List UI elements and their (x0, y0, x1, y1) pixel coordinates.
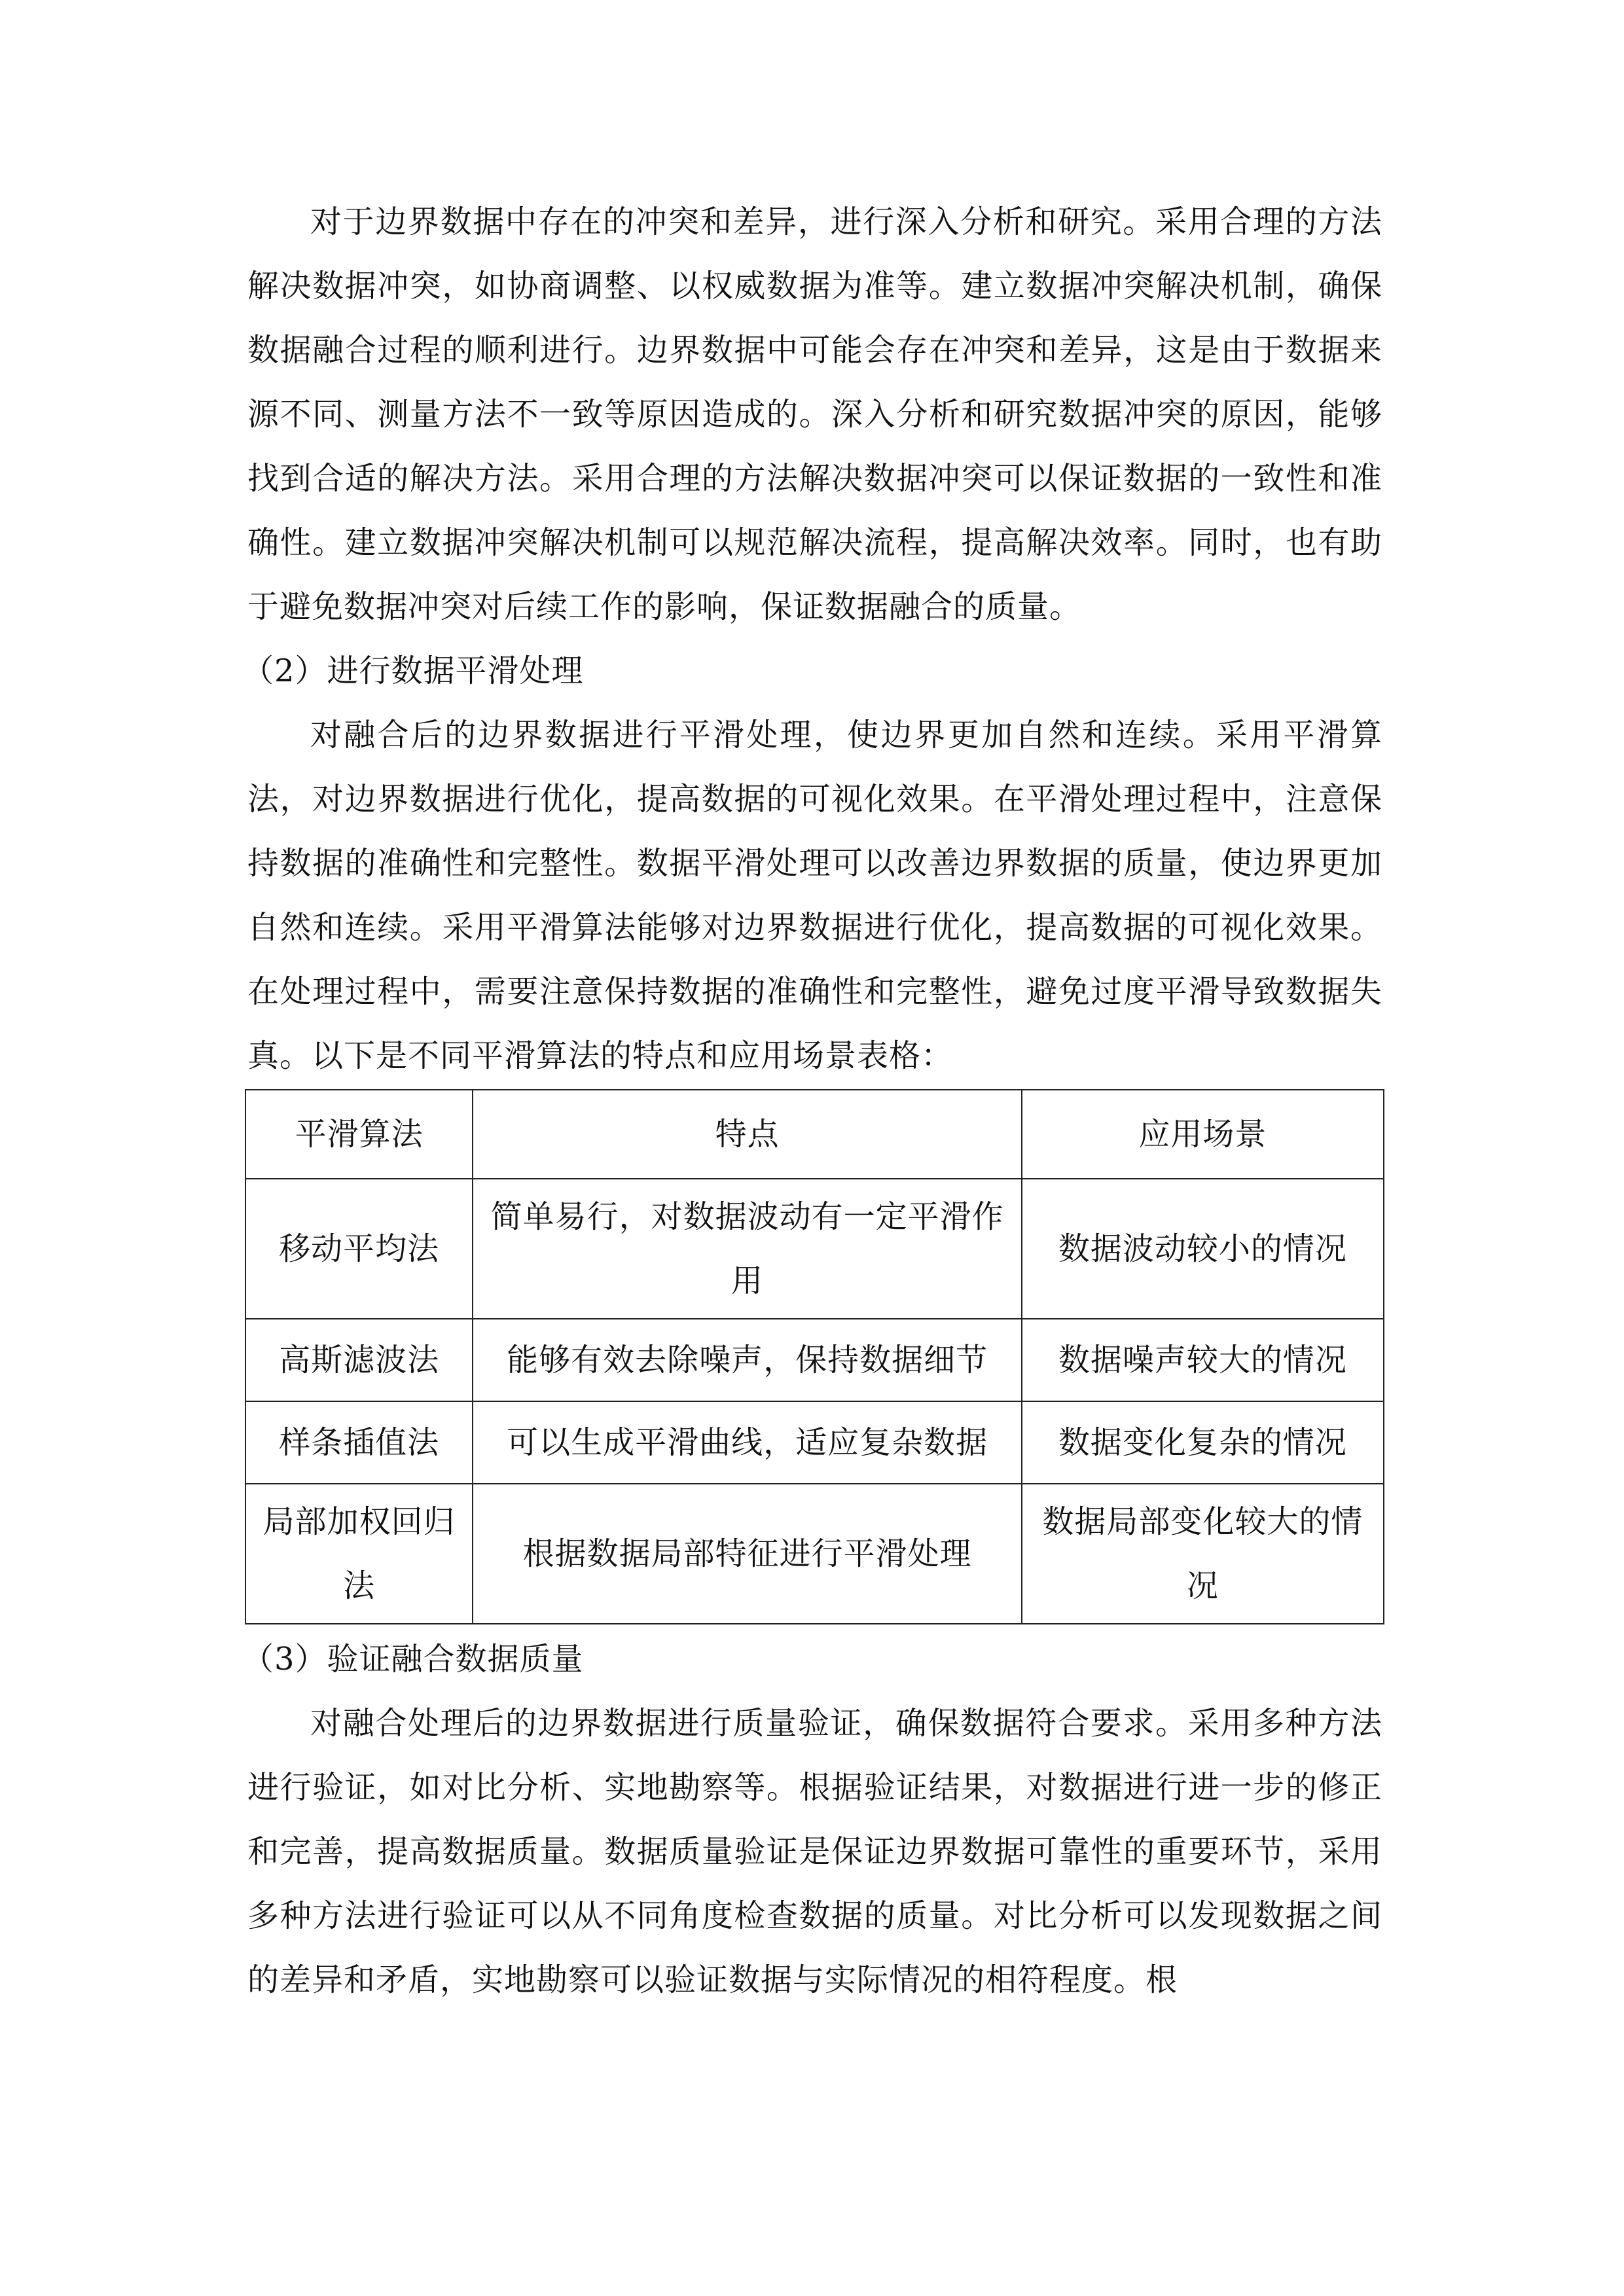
document-page (242, 190, 1382, 2012)
table-header-cell: 平滑算法 (245, 1090, 473, 1179)
table-cell: 高斯滤波法 (245, 1319, 473, 1401)
section-heading-smoothing: （2）进行数据平滑处理 (242, 653, 584, 689)
table-row (245, 1484, 1384, 1624)
table-cell: 根据数据局部特征进行平滑处理 (473, 1484, 1022, 1624)
table-cell: 简单易行，对数据波动有一定平滑作用 (473, 1179, 1022, 1319)
table-cell: 能够有效去除噪声，保持数据细节 (473, 1319, 1022, 1401)
table-row (245, 1319, 1384, 1401)
smoothing-algorithms-table (245, 1089, 1384, 1624)
table-cell: 移动平均法 (245, 1179, 473, 1319)
section-heading-validation: （3）验证融合数据质量 (242, 1641, 584, 1677)
paragraph-validation: 对融合处理后的边界数据进行质量验证，确保数据符合要求。采用多种方法进行验证，如对比分析、实地勘察等。根据验证结果，对数据进行进一步的修正和完善，提高数据质量。数据质量验证是保证边界数据可靠性的重要环节，采用多种方法进行验证可以从不同角度检查数据的质量。对比分析可以发现数据之间的差异和矛盾，实地勘察可以验证数据与实际情况的相符程度。根 (247, 1705, 1382, 1998)
table-cell: 数据噪声较大的情况 (1022, 1319, 1384, 1401)
paragraph-conflict-resolution: 对于边界数据中存在的冲突和差异，进行深入分析和研究。采用合理的方法解决数据冲突，如协商调整、以权威数据为准等。建立数据冲突解决机制，确保数据融合过程的顺利进行。边界数据中可能会存在冲突和差异，这是由于数据来源不同、测量方法不一致等原因造成的。深入分析和研究数据冲突的原因，能够找到合适的解决方法。采用合理的方法解决数据冲突可以保证数据的一致性和准确性。建立数据冲突解决机制可以规范解决流程，提高解决效率。同时，也有助于避免数据冲突对后续工作的影响，保证数据融合的质量。 (247, 204, 1382, 625)
table-cell: 样条插值法 (245, 1401, 473, 1484)
table-cell: 数据变化复杂的情况 (1022, 1401, 1384, 1484)
table-cell: 局部加权回归法 (245, 1484, 473, 1624)
table-cell: 数据波动较小的情况 (1022, 1179, 1384, 1319)
table-cell: 数据局部变化较大的情况 (1022, 1484, 1384, 1624)
table-header-cell: 应用场景 (1022, 1090, 1384, 1179)
table-header-cell: 特点 (473, 1090, 1022, 1179)
table-row (245, 1401, 1384, 1484)
table-row (245, 1179, 1384, 1319)
paragraph-smoothing: 对融合后的边界数据进行平滑处理，使边界更加自然和连续。采用平滑算法，对边界数据进行优化，提高数据的可视化效果。在平滑处理过程中，注意保持数据的准确性和完整性。数据平滑处理可以改善边界数据的质量，使边界更加自然和连续。采用平滑算法能够对边界数据进行优化，提高数据的可视化效果。在处理过程中，需要注意保持数据的准确性和完整性，避免过度平滑导致数据失真。以下是不同平滑算法的特点和应用场景表格： (247, 717, 1382, 1074)
table-header-row (245, 1090, 1384, 1179)
table-cell: 可以生成平滑曲线，适应复杂数据 (473, 1401, 1022, 1484)
